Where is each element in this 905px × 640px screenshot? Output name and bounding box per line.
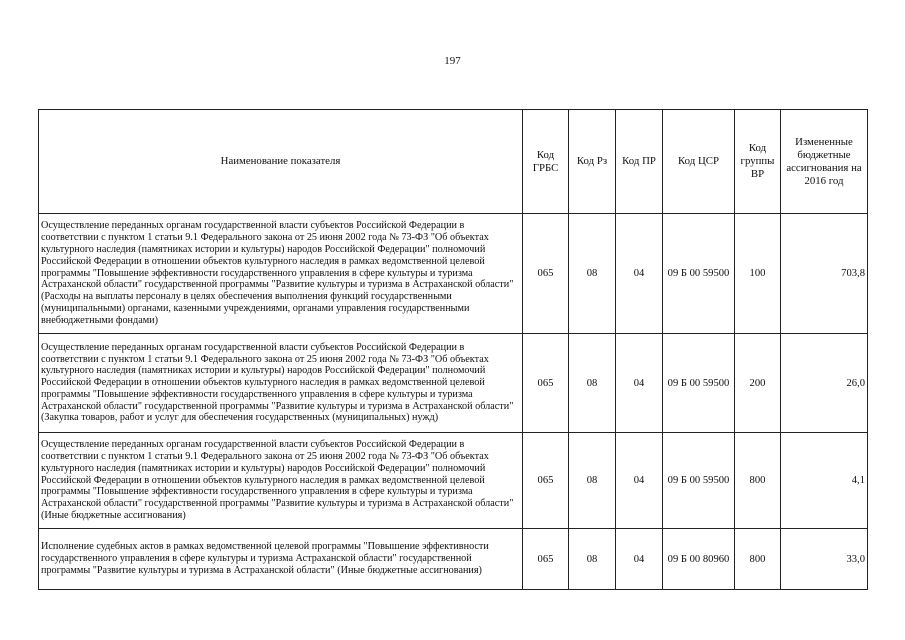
row-grbs: 065 <box>523 214 569 334</box>
row-name: Осуществление переданных органам государственной власти субъектов Российской Федерации в соответствии с пунктом 1 статьи 9.1 Федерального закона от 25 июня 2002 года № 73-ФЗ "Об объектах культурного наследия (памятниках истории и культуры) народов Российской Федерации" полномочий Российской Федерации в отношении объектов культурного наследия в рамках ведомственной целевой программы "Повышение эффективности государственного управления в сфере культуры и туризма Астраханской области" государственной программы "Развитие культуры и туризма в Астраханской области" (Иные бюджетные ассигнования) <box>39 433 523 529</box>
header-amount: Измененные бюджетные ассигнования на 2016 год <box>781 110 868 214</box>
row-grbs: 065 <box>523 334 569 433</box>
row-vr: 200 <box>735 334 781 433</box>
row-rz: 08 <box>569 334 616 433</box>
row-rz: 08 <box>569 433 616 529</box>
row-pr: 04 <box>616 433 663 529</box>
row-vr: 800 <box>735 433 781 529</box>
row-name: Осуществление переданных органам государственной власти субъектов Российской Федерации в соответствии с пунктом 1 статьи 9.1 Федерального закона от 25 июня 2002 года № 73-ФЗ "Об объектах культурного наследия (памятниках истории и культуры) народов Российской Федерации" полномочий Российской Федерации в отношении объектов культурного наследия в рамках ведомственной целевой программы "Повышение эффективности государственного управления в сфере культуры и туризма Астраханской области" государственной программы "Развитие культуры и туризма в Астраханской области" (Закупка товаров, работ и услуг для обеспечения государственных (муниципальных) нужд) <box>39 334 523 433</box>
row-amount: 703,8 <box>781 214 868 334</box>
row-csr: 09 Б 00 59500 <box>663 334 735 433</box>
row-name: Исполнение судебных актов в рамках ведомственной целевой программы "Повышение эффективности государственного управления в сфере культуры и туризма Астраханской области" государственной программы "Развитие культуры и туризма в Астраханской области" (Иные бюджетные ассигнования) <box>39 529 523 590</box>
table-row <box>39 214 868 334</box>
row-csr: 09 Б 00 80960 <box>663 529 735 590</box>
table-row <box>39 433 868 529</box>
table-header-row <box>39 110 868 214</box>
header-pr: Код ПР <box>616 110 663 214</box>
page-number: 197 <box>444 55 461 67</box>
table-row <box>39 334 868 433</box>
row-vr: 800 <box>735 529 781 590</box>
row-pr: 04 <box>616 334 663 433</box>
row-rz: 08 <box>569 529 616 590</box>
row-pr: 04 <box>616 529 663 590</box>
row-grbs: 065 <box>523 529 569 590</box>
row-csr: 09 Б 00 59500 <box>663 433 735 529</box>
row-grbs: 065 <box>523 433 569 529</box>
header-rz: Код Рз <box>569 110 616 214</box>
header-grbs: Код ГРБС <box>523 110 569 214</box>
row-csr: 09 Б 00 59500 <box>663 214 735 334</box>
row-amount: 4,1 <box>781 433 868 529</box>
row-vr: 100 <box>735 214 781 334</box>
row-name: Осуществление переданных органам государственной власти субъектов Российской Федерации в соответствии с пунктом 1 статьи 9.1 Федерального закона от 25 июня 2002 года № 73-ФЗ "Об объектах культурного наследия (памятниках истории и культуры) народов Российской Федерации" полномочий Российской Федерации в отношении объектов культурного наследия в рамках ведомственной целевой программы "Повышение эффективности государственного управления в сфере культуры и туризма Астраханской области" государственной программы "Развитие культуры и туризма в Астраханской области" (Расходы на выплаты персоналу в целях обеспечения выполнения функций государственными (муниципальными) органами, казенными учреждениями, органами управления государственными внебюджетными фондами) <box>39 214 523 334</box>
row-amount: 26,0 <box>781 334 868 433</box>
row-amount: 33,0 <box>781 529 868 590</box>
header-vr: Код группы ВР <box>735 110 781 214</box>
budget-table <box>38 109 868 590</box>
header-name: Наименование показателя <box>39 110 523 214</box>
row-pr: 04 <box>616 214 663 334</box>
row-rz: 08 <box>569 214 616 334</box>
header-csr: Код ЦСР <box>663 110 735 214</box>
table-row <box>39 529 868 590</box>
